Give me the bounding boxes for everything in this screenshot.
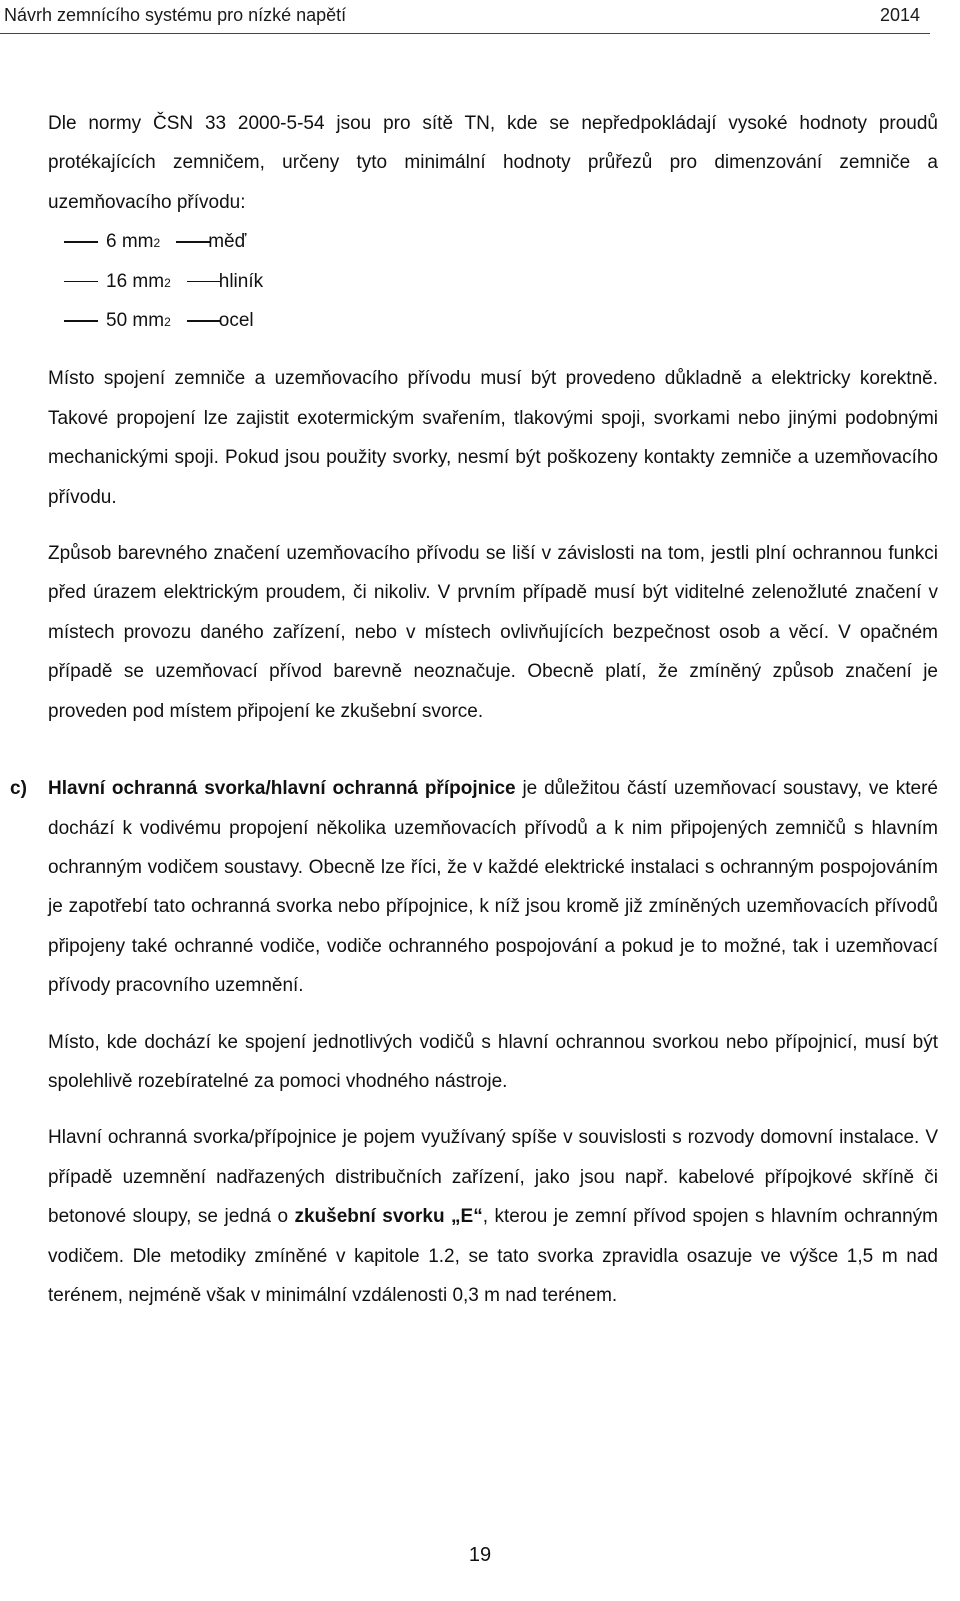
paragraph-connection: Místo spojení zemniče a uzemňovacího přívodu musí být provedeno důkladně a elektricky korektně. Takové propojení lze zajistit exotermickým svařením, tlakovými spoji, svorkami nebo jinými podobnými mechanickými spoji. Pokud jsou použity svorky, nesmí být poškozeny kontakty zemniče a uzemňovacího přívodu. <box>48 368 938 508</box>
page-header <box>4 0 920 30</box>
paragraph-color-marking: Způsob barevného značení uzemňovacího přívodu se liší v závislosti na tom, jestli plní ochrannou funkci před úrazem elektrickým proudem, či nikoliv. V prvním případě musí být viditelné zelenožluté značení v místech provozu daného zařízení, nebo v místech ovlivňujících bezpečnost osob a věcí. V opačném případě se uzemňovací přívod barevně neoznačuje. Obecně platí, že zmíněný způsob značení je proveden pod místem připojení ke zkušební svorce. <box>48 543 938 722</box>
section-c-paragraph <box>48 769 938 1005</box>
intro-paragraph: Dle normy ČSN 33 2000-5-54 jsou pro sítě TN, kde se nepředpokládají vysoké hodnoty proudů protékajících zemničem, určeny tyto minimální hodnoty průřezů pro dimenzování zemniče a uzemňovacího přívodu: <box>48 113 938 213</box>
dash-separator <box>171 262 219 301</box>
list-value: 6 mm <box>106 231 154 253</box>
section-label: c) <box>10 778 27 800</box>
header-title: Návrh zemnícího systému pro nízké napětí <box>4 4 347 25</box>
list-value: 16 mm <box>106 270 165 292</box>
para6-after: , kterou je zemní přívod spojen s hlavním ochranným vodičem. Dle metodiky zmíněné v kapitole 1.2, se tato svorka zpravidla osazuje ve výšce 1,5 m nad terénem, nejméně však v minimální vzdálenosti 0,3 m nad terénem. <box>48 1206 939 1306</box>
paragraph-detachable: Místo, kde dochází ke spojení jednotlivých vodičů s hlavní ochrannou svorkou nebo přípojnicí, musí být spolehlivě rozebíratelné za pomoci vhodného nástroje. <box>48 1031 938 1092</box>
section-c <box>10 769 938 1005</box>
header-year: 2014 <box>879 4 920 25</box>
list-value: 50 mm <box>106 310 165 332</box>
dash-bullet <box>48 222 106 261</box>
para6-bold: zkušební svorku „E“ <box>294 1206 483 1228</box>
list-material: hliník <box>218 270 264 292</box>
dash-bullet <box>48 301 106 340</box>
dash-separator <box>160 222 208 261</box>
dash-separator <box>171 301 219 340</box>
list-item: 50 mm 2 ocel <box>48 301 938 340</box>
page-number: 19 <box>468 1544 492 1566</box>
list-item: 6 mm 2 měď <box>48 222 938 261</box>
paragraph-test-terminal <box>48 1118 938 1315</box>
section-term: Hlavní ochranná svorka/hlavní ochranná přípojnice <box>48 778 516 800</box>
cross-section-list <box>48 222 938 340</box>
page-content <box>10 104 939 1315</box>
list-item: 16 mm 2 hliník <box>48 262 938 301</box>
header-divider <box>0 33 930 34</box>
dash-bullet <box>48 262 106 301</box>
section-text: je důležitou částí uzemňovací soustavy, ve které dochází k vodivému propojení několika uzemňovacích přívodů a k nim připojených zemničů s hlavním ochranným vodičem soustavy. Obecně lze říci, že v každé elektrické instalaci s ochranným pospojováním je zapotřebí tato ochranná svorka nebo přípojnice, k níž jsou kromě již zmíněných uzemňovacích přívodů připojeny také ochranné vodiče, vodiče ochranného pospojování a pokud je to možné, tak i uzemňovací přívody pracovního uzemnění. <box>48 778 938 997</box>
para6-before: Hlavní ochranná svorka/přípojnice je pojem využívaný spíše v souvislosti s rozvody domovní instalace. V případě uzemnění nadřazených distribučních zařízení, jako jsou např. kabelové přípojkové skříně či betonové sloupy, se jedná o <box>48 1127 938 1228</box>
list-material: ocel <box>218 310 254 332</box>
list-material: měď <box>208 231 247 253</box>
